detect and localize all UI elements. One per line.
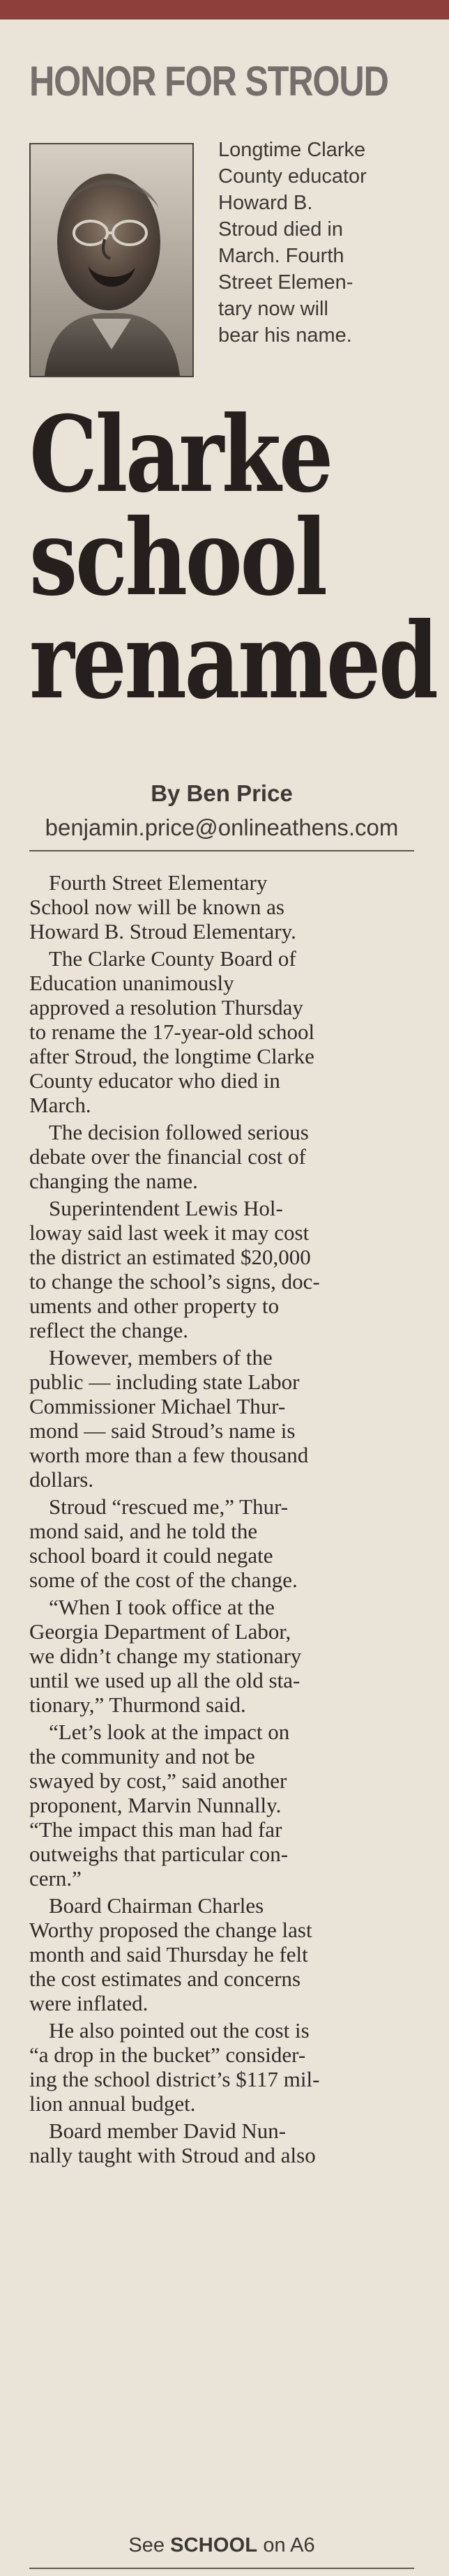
byline-name: By Ben Price	[151, 780, 293, 806]
headline-line: Clarke	[29, 393, 331, 516]
caption-line: County educator	[218, 165, 367, 188]
section-kicker: HONOR FOR STROUD	[29, 58, 388, 105]
article-line: debate over the financial cost of	[29, 1144, 306, 1169]
article-line: dollars.	[29, 1467, 94, 1492]
article-line: mond said, and he told the	[29, 1519, 258, 1543]
article-paragraph	[29, 946, 420, 1117]
article-line: to change the school’s signs, doc-	[29, 1269, 320, 1294]
article-line: Board member David Nun-	[49, 2119, 287, 2143]
article-line: Worthy proposed the change last	[29, 1918, 312, 1942]
continuation-prefix: See	[128, 2534, 165, 2556]
article-line: mond — said Stroud’s name is	[29, 1418, 296, 1443]
caption-line: tary now will	[218, 298, 328, 320]
top-color-band	[0, 0, 449, 20]
article-line: Howard B. Stroud Elementary.	[29, 919, 296, 944]
article-line: nally taught with Stroud and also	[29, 2143, 316, 2167]
byline-email: benjamin.price@onlineathens.com	[45, 815, 399, 840]
article-line: some of the cost of the change.	[29, 1568, 298, 1592]
article-line: lion annual budget.	[29, 2091, 196, 2116]
article-line: the community and not be	[29, 1744, 255, 1768]
caption-line: Street Elemen-	[218, 271, 353, 294]
article-paragraph	[29, 870, 420, 944]
article-line: Fourth Street Elementary	[49, 870, 268, 895]
article-line: worth more than a few thousand	[29, 1443, 309, 1467]
article-line: swayed by cost,” said another	[29, 1768, 287, 1793]
article-paragraph	[29, 1345, 420, 1492]
article-line: uments and other property to	[29, 1294, 280, 1318]
article-line: reflect the change.	[29, 1318, 189, 1342]
article-line: Stroud “rescued me,” Thur-	[49, 1494, 289, 1519]
article-line: we didn’t change my stationary	[29, 1644, 302, 1668]
article-line: Commissioner Michael Thur-	[29, 1394, 286, 1418]
caption-line: March. Fourth	[218, 245, 344, 267]
article-line: ing the school district’s $117 mil-	[29, 2067, 320, 2091]
article-line: school board it could negate	[29, 1543, 273, 1568]
byline-divider	[29, 850, 414, 851]
article-line: changing the name.	[29, 1169, 198, 1193]
article-line: proponent, Marvin Nunnally.	[29, 1793, 282, 1817]
article-line: March.	[29, 1093, 91, 1117]
article-line: until we used up all the old sta-	[29, 1668, 300, 1692]
article-line: Georgia Department of Labor,	[29, 1619, 291, 1644]
article-line: “The impact this man had far	[29, 1817, 282, 1842]
article-line: “Let’s look at the impact on	[49, 1720, 290, 1744]
article-line: the cost estimates and concerns	[29, 1967, 301, 1991]
article-line: were inflated.	[29, 1991, 149, 2015]
article-line: month and said Thursday he felt	[29, 1942, 308, 1967]
article-line: public — including state Labor	[29, 1370, 300, 1394]
article-line: Education unanimously	[29, 971, 234, 995]
caption-line: Howard B.	[218, 192, 313, 214]
article-line: Board Chairman Charles	[49, 1893, 264, 1918]
headline-line: school	[29, 497, 326, 619]
caption-line: Stroud died in	[218, 218, 343, 241]
article-line: the district an estimated $20,000	[29, 1245, 311, 1269]
bottom-divider	[29, 2568, 414, 2569]
article-line: loway said last week it may cost	[29, 1220, 310, 1245]
article-paragraph	[29, 2018, 420, 2116]
portrait-photo	[29, 143, 194, 377]
article-line: The Clarke County Board of	[49, 946, 296, 971]
article-line: He also pointed out the cost is	[49, 2018, 310, 2043]
article-line: to rename the 17-year-old school	[29, 1020, 315, 1044]
article-line: tionary,” Thurmond said.	[29, 1692, 246, 1717]
article-line: “When I took office at the	[49, 1595, 275, 1619]
article-paragraph	[29, 1595, 420, 1717]
article-paragraph	[29, 1494, 420, 1592]
article-line: cern.”	[29, 1866, 82, 1891]
article-paragraph	[29, 1120, 420, 1193]
article-line: outweighs that particular con-	[29, 1842, 289, 1866]
caption-line: bear his name.	[218, 324, 352, 347]
headline-line: renamed	[29, 600, 436, 722]
article-line: County educator who died in	[29, 1068, 280, 1093]
continuation-suffix: on A6	[263, 2534, 315, 2556]
article-paragraph	[29, 2119, 420, 2167]
caption-line: Longtime Clarke	[218, 139, 366, 161]
article-paragraph	[29, 1196, 420, 1342]
continuation-note	[29, 2534, 414, 2556]
photo-caption	[218, 137, 394, 349]
article-line: approved a resolution Thursday	[29, 995, 303, 1020]
article-line: after Stroud, the longtime Clarke	[29, 1044, 314, 1068]
article-line: The decision followed serious	[49, 1120, 309, 1144]
article-line: Superintendent Lewis Hol-	[49, 1196, 283, 1220]
article-body	[29, 870, 420, 2170]
article-line: However, members of the	[49, 1345, 273, 1370]
continuation-section: SCHOOL	[170, 2534, 258, 2556]
article-byline	[29, 780, 414, 841]
article-line: School now will be known as	[29, 895, 284, 919]
article-headline	[29, 393, 436, 722]
portrait-photo-graphic	[31, 144, 192, 376]
article-paragraph	[29, 1893, 420, 2015]
article-paragraph	[29, 1720, 420, 1891]
article-line: “a drop in the bucket” consider-	[29, 2043, 306, 2067]
